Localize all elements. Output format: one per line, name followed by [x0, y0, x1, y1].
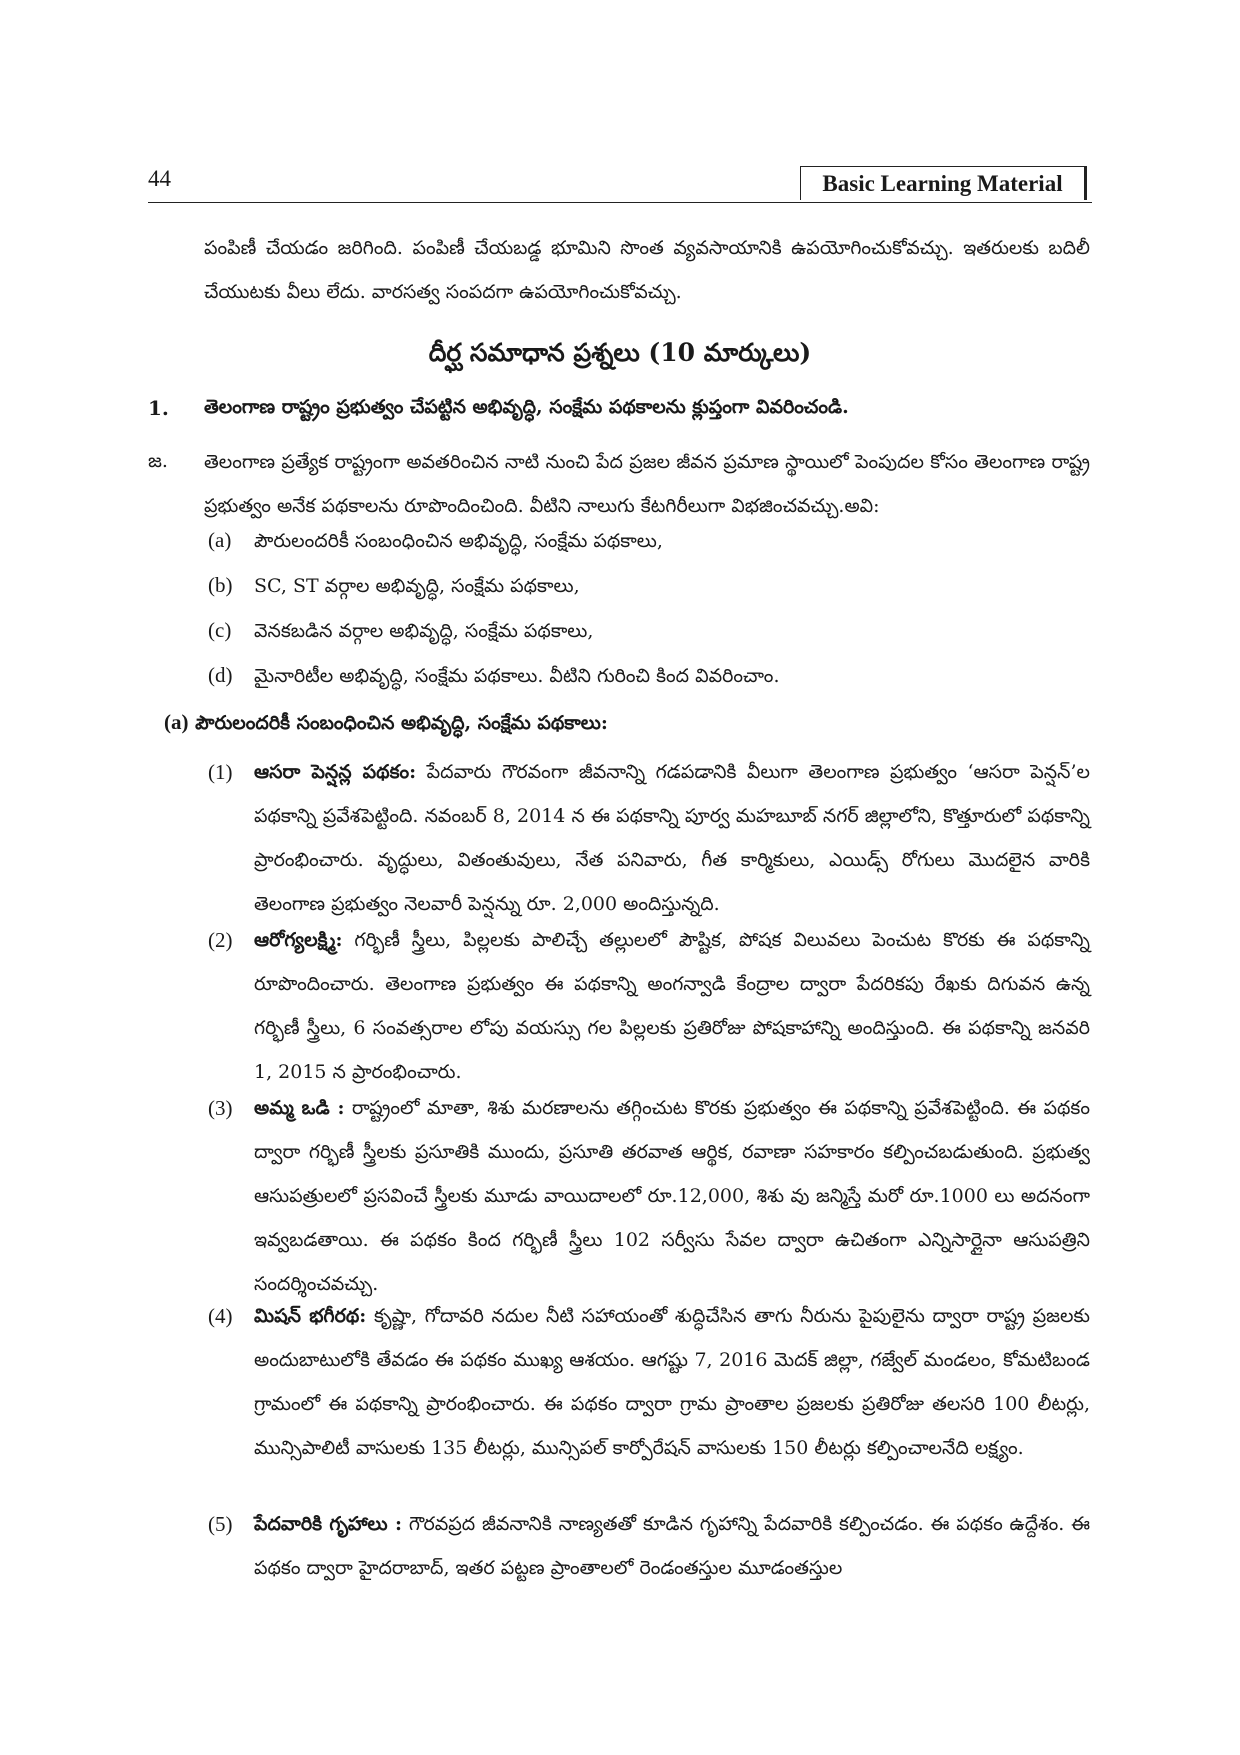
intro-paragraph: పంపిణీ చేయడం జరిగింది. పంపిణీ చేయబడ్డ భూమిని సొంత వ్యవసాయానికి ఉపయోగించుకోవచ్చు. ఇతరులకు బదిలీ చేయుటకు వీలు లేదు. వారసత్వ సంపదగా ఉపయోగించుకోవచ్చు. — [204, 237, 1090, 303]
scheme-body — [254, 1086, 1090, 1306]
category-item — [208, 573, 580, 602]
scheme-item — [208, 750, 1090, 926]
running-header-title: Basic Learning Material — [800, 166, 1087, 200]
category-label: (d) — [208, 663, 233, 687]
scheme-body — [254, 750, 1090, 926]
category-text: పౌరులందరికీ సంబంధించిన అభివృద్ధి, సంక్షేమ పథకాలు, — [254, 530, 663, 552]
scheme-item — [208, 1294, 1090, 1470]
scheme-label: (5) — [208, 1512, 233, 1536]
scheme-title: మిషన్ భగీరథ: — [254, 1305, 367, 1327]
scheme-title: అమ్మ ఒడి : — [254, 1097, 345, 1119]
subsection-label: (a) — [164, 710, 189, 734]
answer-paragraph: తెలంగాణ ప్రత్యేక రాష్ట్రంగా అవతరించిన నాటి నుంచి పేద ప్రజల జీవన ప్రమాణ స్థాయిలో పెంపుదల కోసం తెలంగాణ రాష్ట్ర ప్రభుత్వం అనేక పథకాలను రూపొందించింది. వీటిని నాలుగు కేటగిరీలుగా విభజించవచ్చు.అవి: — [204, 451, 1090, 517]
scheme-text: గర్భిణీ స్త్రీలు, పిల్లలకు పాలిచ్చే తల్లులలో పౌష్టిక, పోషక విలువలు పెంచుట కొరకు ఈ పథకాన్ని రూపొందించారు. తెలంగాణ ప్రభుత్వం ఈ పథకాన్ని అంగన్వాడి కేంద్రాల ద్వారా పేదరికపు రేఖకు దిగువన ఉన్న గర్భిణీ స్త్రీలు, 6 సంవత్సరాల లోపు వయస్సు గల పిల్లలకు ప్రతిరోజు పోషకాహాన్ని అందిస్తుంది. ఈ పథకాన్ని జనవరి 1, 2015 న ప్రారంభించారు. — [254, 929, 1090, 1083]
category-text: వెనకబడిన వర్గాల అభివృద్ధి, సంక్షేమ పథకాలు, — [254, 620, 594, 642]
scheme-text: గౌరవప్రద జీవనానికి నాణ్యతతో కూడిన గృహాన్ని పేదవారికి కల్పించడం. ఈ పథకం ఉద్దేశం. ఈ పథకం ద్వారా హైదరాబాద్, ఇతర పట్టణ ప్రాంతాలలో రెండంతస్తుల మూడంతస్తుల — [254, 1513, 1090, 1579]
question-text: తెలంగాణ రాష్ట్రం ప్రభుత్వం చేపట్టిన అభివృద్ధి, సంక్షేమ పథకాలను క్లుప్తంగా వివరించండి. — [204, 396, 849, 418]
page-number: 44 — [148, 166, 171, 191]
category-label: (b) — [208, 573, 233, 597]
scheme-text: రాష్ట్రంలో మాతా, శిశు మరణాలను తగ్గించుట కొరకు ప్రభుత్వం ఈ పథకాన్ని ప్రవేశపెట్టింది. ఈ పథకం ద్వారా గర్భిణీ స్త్రీలకు ప్రసూతికి ముందు, ప్రసూతి తరవాత ఆర్థిక, రవాణా సహకారం కల్పించబడుతుంది. ప్రభుత్వ ఆసుపత్రులలో ప్రసవించే స్త్రీలకు మూడు వాయిదాలలో రూ.12,000, శిశు వు జన్మిస్తే మరో రూ.1000 లు అదనంగా ఇవ్వబడతాయి. ఈ పథకం కింద గర్భిణీ స్త్రీలు 102 సర్వీసు సేవల ద్వారా ఉచితంగా ఎన్నిసార్లైనా ఆసుపత్రిని సందర్శించవచ్చు. — [254, 1097, 1090, 1295]
question-number: 1. — [148, 396, 169, 420]
scheme-label: (4) — [208, 1304, 233, 1328]
scheme-label: (2) — [208, 928, 233, 952]
scheme-title: పేదవారికి గృహాలు : — [254, 1513, 403, 1535]
category-text: SC, ST వర్గాల అభివృద్ధి, సంక్షేమ పథకాలు, — [254, 575, 580, 597]
scheme-item — [208, 1502, 1090, 1590]
scheme-label: (3) — [208, 1096, 233, 1120]
scheme-text: కృష్ణా, గోదావరి నదుల నీటి సహాయంతో శుద్ధిచేసిన తాగు నీరును పైపులైను ద్వారా రాష్ట్ర ప్రజలకు అందుబాటులోకి తేవడం ఈ పథకం ముఖ్య ఆశయం. ఆగష్టు 7, 2016 మెదక్ జిల్లా, గజ్వేల్ మండలం, కోమటిబండ గ్రామంలో ఈ పథకాన్ని ప్రారంభించారు. ఈ పథకం ద్వారా గ్రామ ప్రాంతాల ప్రజలకు ప్రతిరోజు తలసరి 100 లీటర్లు, మున్సిపాలిటీ వాసులకు 135 లీటర్లు, మున్సిపల్ కార్పోరేషన్ వాసులకు 150 లీటర్లు కల్పించాలనేది లక్ష్యం. — [254, 1305, 1090, 1459]
subsection-heading — [164, 710, 608, 739]
scheme-title: ఆరోగ్యలక్ష్మి: — [254, 929, 343, 951]
scheme-body — [254, 918, 1090, 1094]
scheme-label: (1) — [208, 760, 233, 784]
category-item — [208, 663, 779, 692]
scheme-title: ఆసరా పెన్షన్ల పథకం: — [254, 761, 417, 783]
scheme-body — [254, 1502, 1090, 1590]
answer-marker: జ. — [148, 450, 168, 472]
scheme-item — [208, 1086, 1090, 1306]
scheme-text: పేదవారు గౌరవంగా జీవనాన్ని గడపడానికి వీలుగా తెలంగాణ ప్రభుత్వం ‘ఆసరా పెన్షన్’ల పథకాన్ని ప్రవేశపెట్టింది. నవంబర్ 8, 2014 న ఈ పథకాన్ని పూర్వ మహబూబ్ నగర్ జిల్లాలోని, కొత్తూరులో పథకాన్ని ప్రారంభించారు. వృద్ధులు, వితంతువులు, నేత పనివారు, గీత కార్మికులు, ఎయిడ్స్ రోగులు మొదలైన వారికి తెలంగాణ ప్రభుత్వం నెలవారీ పెన్షన్ను రూ. 2,000 అందిస్తున్నది. — [254, 761, 1090, 915]
scheme-item — [208, 918, 1090, 1094]
category-label: (c) — [208, 618, 232, 642]
category-label: (a) — [208, 528, 232, 552]
scheme-body — [254, 1294, 1090, 1470]
header-rule — [148, 202, 1092, 203]
category-item — [208, 528, 663, 557]
category-text: మైనారిటీల అభివృద్ధి, సంక్షేమ పథకాలు. వీటిని గురించి కింద వివరించాం. — [254, 665, 780, 687]
section-title: దీర్ఘ సమాధాన ప్రశ్నలు (10 మార్కులు) — [428, 338, 812, 367]
subsection-title: పౌరులందరికీ సంబంధించిన అభివృద్ధి, సంక్షేమ పథకాలు: — [195, 712, 608, 734]
category-item — [208, 618, 593, 647]
